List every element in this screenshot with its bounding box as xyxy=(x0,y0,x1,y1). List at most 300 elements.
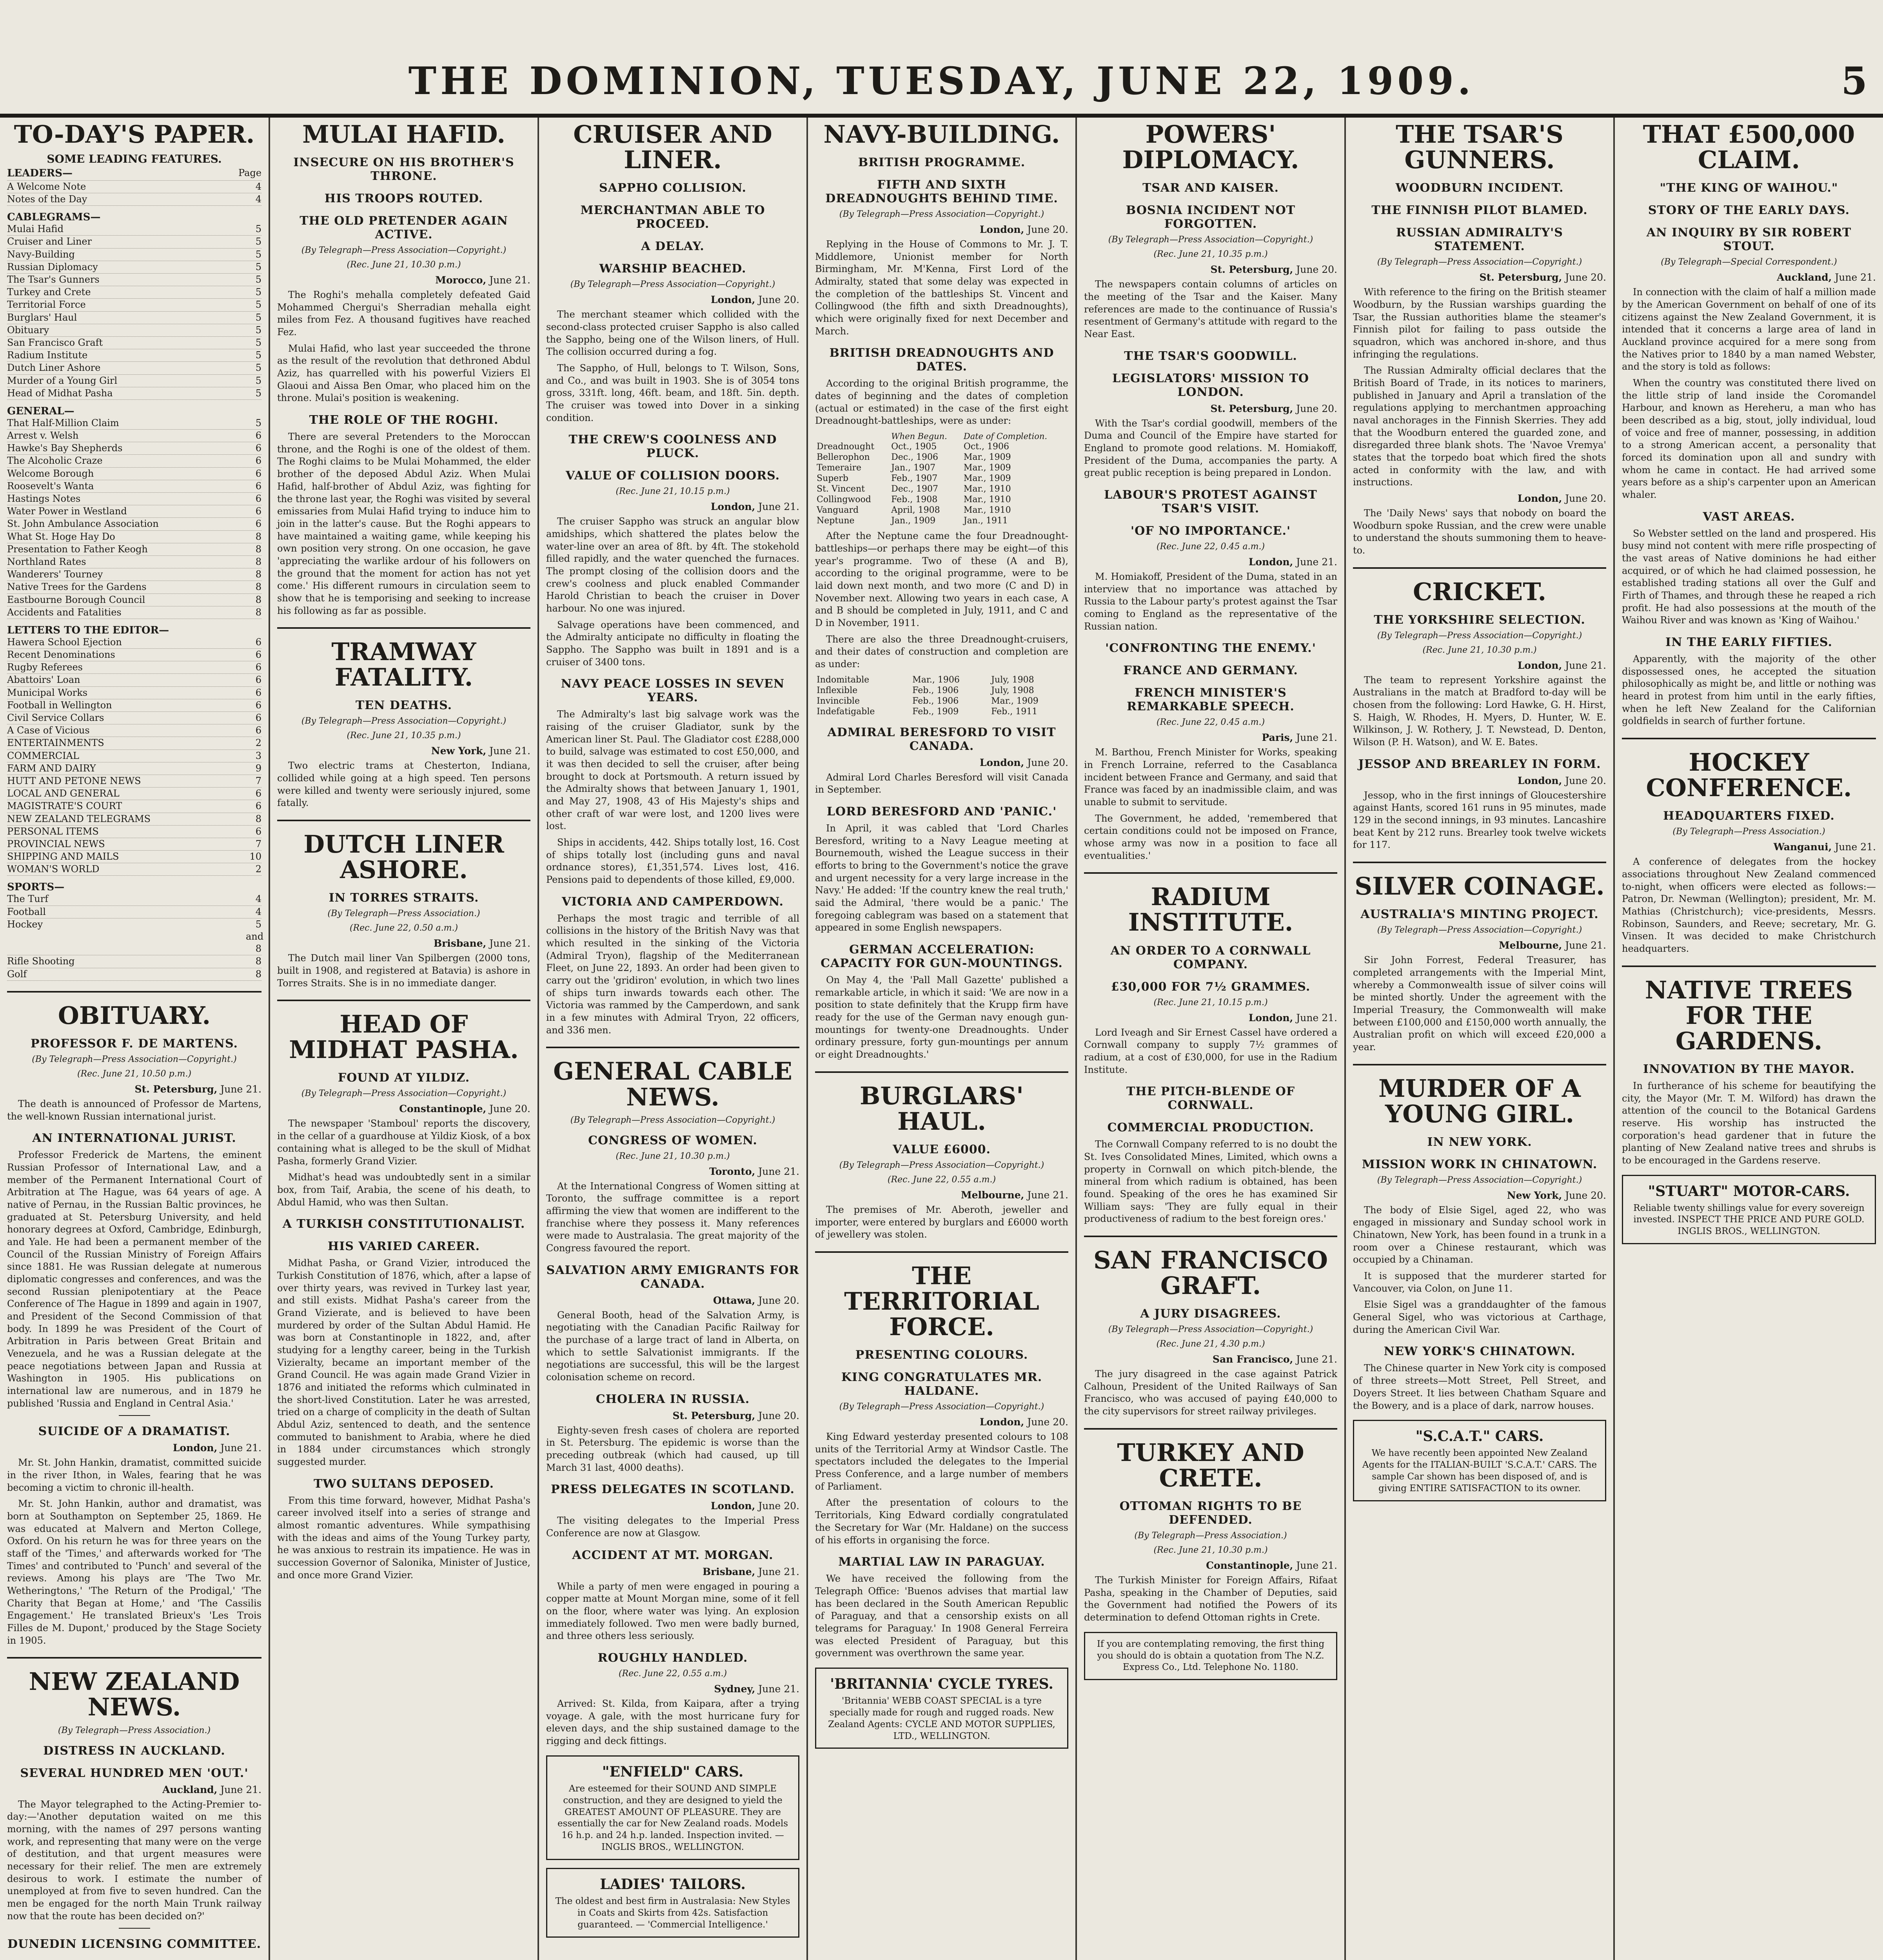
article-subheading: THE YORKSHIRE SELECTION. xyxy=(1374,613,1585,627)
article-paragraph: With the Tsar's cordial goodwill, members of the Duma and Council of the Empire have started for England to promote good relations. M. Homiakoff, President of the Duma, accompanies the party. A great public reception is being prepared in London. xyxy=(1084,417,1337,479)
toc-item xyxy=(7,261,261,274)
dateline-city: Morocco, xyxy=(435,274,487,286)
article-credit: (By Telegraph—Press Association—Copyright.) xyxy=(301,716,507,726)
ad-text: If you are contemplating removing, the first thing you should do is obtain a quotation from The N.Z. Express Co., Ltd. Telephone No. 1180. xyxy=(1097,1639,1325,1673)
table-cell: Mar., 1910 xyxy=(963,495,1011,505)
article-paragraph: At the International Congress of Women sitting at Toronto, the suffrage committee is a report affirming the view that women are indifferent to the franchise where they possess it. Many references were made to Australasia. The great majority of the Congress favoured the report. xyxy=(546,1180,799,1254)
article-subheading: A TURKISH CONSTITUTIONALIST. xyxy=(282,1217,525,1231)
dreadnought-table-body xyxy=(815,441,1068,526)
toc-item-page: 6 xyxy=(255,662,261,673)
ad-text: We have recently been appointed New Zealand Agents for the ITALIAN-BUILT 'S.C.A.T.' CARS. The sample Car shown has been disposed of, and is giving ENTIRE SATISFACTION to its owner. xyxy=(1362,1448,1597,1494)
article-headline: BURGLARS' HAUL. xyxy=(860,1081,1024,1136)
article-subheading: COMMERCIAL PRODUCTION. xyxy=(1107,1121,1314,1135)
article-subheading: PROFESSOR F. DE MARTENS. xyxy=(30,1036,238,1051)
dateline-city: London, xyxy=(979,224,1024,236)
toc-item-page: 8 xyxy=(255,581,261,593)
toc-item xyxy=(7,955,261,968)
article-paragraph: Midhat's head was undoubtedly sent in a similar box, from Taif, Arabia, the scene of his death, to Abdul Hamid, who was then Sultan. xyxy=(277,1172,530,1208)
article-paragraph: In connection with the claim of half a million made by the American Government on behalf of one of its citizens against the New Zealand Government, it is intended that it concerns a large area of land in Auckland province acquired for a mere song from the Natives prior to 1840 by a man named Webster, and the story is told as follows: xyxy=(1622,287,1876,372)
toc-item-page: 4 xyxy=(255,906,261,917)
article-headline: CRICKET. xyxy=(1413,577,1547,606)
article-credit: (By Telegraph—Press Association—Copyright.) xyxy=(301,1089,507,1099)
article-headline: HEAD OF MIDHAT PASHA. xyxy=(289,1010,519,1064)
toc-item-title: San Francisco Graft xyxy=(7,337,103,348)
article-subheading: LABOUR'S PROTEST AGAINST TSAR'S VISIT. xyxy=(1104,488,1317,515)
article-paragraph: M. Homiakoff, President of the Duma, stated in an interview that no importance was attached by Russia to the Labour party's protest against the Tsar coming to England as the representative of the Russian nation. xyxy=(1084,571,1337,632)
dateline-city: St. Petersburg, xyxy=(672,1410,755,1421)
article-credit: (By Telegraph—Press Association—Copyright.) xyxy=(301,245,507,256)
column-1 xyxy=(0,118,269,1960)
article-paragraph: After the Neptune came the four Dreadnought-battleships—or perhaps there may be eight—of this year's programme. Two of these (A and B), according to the original programme, were to be laid down next month, and two more (C and D) in November next. Allowing two years in each case, A and B should be completed in July, 1911, and C and D in November, 1911. xyxy=(815,530,1068,628)
toc-item-page: 9 xyxy=(255,762,261,774)
table-header-cell xyxy=(815,431,890,441)
article-subheading: WOODBURN INCIDENT. xyxy=(1395,181,1564,195)
dateline-day: June 20. xyxy=(758,1410,799,1421)
article-subheading: BOSNIA INCIDENT NOT FORGOTTEN. xyxy=(1126,203,1296,231)
toc-item-title: LOCAL AND GENERAL xyxy=(7,788,120,799)
article-paragraph: The Roghi's mehalla completely defeated Gaid Mohammed Chergui's Sherradian mehalla eight miles from Fez. A thousand fugitives have reached Fez. xyxy=(277,289,530,338)
dateline xyxy=(277,938,530,949)
dateline xyxy=(1084,403,1337,414)
table-cell: Mar., 1909 xyxy=(963,452,1011,463)
toc-item-title: Football xyxy=(7,906,46,917)
article-headline: THE TSAR'S GUNNERS. xyxy=(1396,120,1563,174)
table-cell: Oct., 1906 xyxy=(963,442,1010,452)
section-divider xyxy=(7,1657,261,1659)
table-cell: Inflexible xyxy=(817,685,858,695)
dateline-city: Melbourne, xyxy=(961,1189,1024,1201)
article-received: (Rec. June 21, 4.30 p.m.) xyxy=(1156,1339,1265,1349)
article-paragraph: Midhat Pasha, or Grand Vizier, introduced the Turkish Constitution of 1876, which, after a lapse of over thirty years, was revived in Turkey last year, and still exists. Midhat Pasha's career from the Grand Vizierate, and is believed to have been murdered by order of the Sultan Abdul Hamid. He was born at Constantinople in 1822, and, after studying for a lengthy career, being in the Turkish Vizieralty, became an important member of the Grand Council. He was again made Grand Vizier in 1876 and initiated the reforms which culminated in the short-lived Constitution. Later he was arrested, tried on a charge of complicity in the death of Sultan Abdul Aziz, sentenced to death, and the sentence commuted to banishment to Arabia, where he died in 1884 under circumstances which strongly suggested murder. xyxy=(277,1258,530,1467)
article-subheading: AN INTERNATIONAL JURIST. xyxy=(32,1131,236,1145)
table-cell: Mar., 1910 xyxy=(963,484,1011,494)
section-divider xyxy=(815,1251,1068,1253)
dateline-day: June 21. xyxy=(758,1165,799,1177)
toc-item-page: 8 xyxy=(255,606,261,618)
article-paragraph: Eighty-seven fresh cases of cholera are reported in St. Petersburg. The epidemic is worse than the preceding outbreak (which had caused, up till March 31 last, 4000 deaths). xyxy=(546,1425,799,1473)
dateline-city: St. Petersburg, xyxy=(1210,403,1293,414)
article-subheading: ADMIRAL BERESFORD TO VISIT CANADA. xyxy=(827,725,1056,753)
dateline xyxy=(546,1295,799,1306)
toc-item-title: Northland Rates xyxy=(7,556,86,567)
article-subheading: INSECURE ON HIS BROTHER'S THRONE. xyxy=(293,156,514,183)
toc-item xyxy=(7,750,261,762)
dateline-day: June 21. xyxy=(220,1784,261,1795)
toc-item-page: 5 xyxy=(255,387,261,399)
table-cell: Feb., 1909 xyxy=(912,706,959,717)
article-subheading: SEVERAL HUNDRED MEN 'OUT.' xyxy=(20,1766,249,1780)
dateline-day: June 20. xyxy=(1296,264,1337,276)
table-row xyxy=(815,463,1068,473)
toc-item-page: 4 xyxy=(255,181,261,192)
article-credit: (By Telegraph—Press Association—Copyright.) xyxy=(1377,257,1582,267)
dateline xyxy=(1084,1560,1337,1571)
table-cell: Oct., 1905 xyxy=(891,442,937,452)
toc-item-page: 5 xyxy=(255,223,261,235)
table-cell: Superb xyxy=(817,474,848,484)
article-headline: SILVER COINAGE. xyxy=(1355,872,1605,901)
toc-cablegrams-label: CABLEGRAMS— xyxy=(7,211,101,223)
section-divider xyxy=(1353,862,1606,863)
article-subheading: OTTOMAN RIGHTS TO BE DEFENDED. xyxy=(1119,1499,1302,1527)
article-credit: (By Telegraph—Press Association—Copyright.) xyxy=(570,279,775,290)
toc-item-page: 5 xyxy=(255,287,261,298)
dateline xyxy=(7,1442,261,1454)
article-subheading: ACCIDENT AT MT. MORGAN. xyxy=(572,1548,774,1562)
article-headline: MURDER OF A YOUNG GIRL. xyxy=(1378,1074,1581,1128)
article-paragraph: A conference of delegates from the hockey associations throughout New Zealand commenced to-night, when officers were elected as follows:—Patron, Dr. Newman (Wellington); president, Mr. M. Mathias (Christchurch); vice-presidents, Messrs. Robinson, Saunders, and Reeve; secretary, Mr. G. Vinsen. It was decided to make Christchurch headquarters. xyxy=(1622,856,1876,954)
toc-item-title: Accidents and Fatalities xyxy=(7,606,122,618)
article-paragraph: Arrived: St. Kilda, from Kaipara, after a trying voyage. A gale, with the most hurricane fury for eleven days, and the ship sustained damage to the rigging and deck fittings. xyxy=(546,1698,799,1747)
column-4 xyxy=(808,118,1075,1960)
dateline-city: London, xyxy=(1517,775,1562,786)
toc-item xyxy=(7,661,261,674)
dateline xyxy=(277,1103,530,1114)
table-row xyxy=(815,675,1068,685)
dateline-day: June 21. xyxy=(220,1083,261,1095)
article-paragraph: The Government, he added, 'remembered that certain conditions could not be imposed on France, whose army was now in a position to face all eventualities.' xyxy=(1084,813,1337,861)
table-row xyxy=(815,706,1068,717)
toc-item xyxy=(7,712,261,724)
dateline-day: June 20. xyxy=(489,1103,530,1115)
toc-item-page: 7 xyxy=(255,775,261,786)
article-received: (Rec. June 22, 0.55 a.m.) xyxy=(618,1669,727,1679)
dateline-day: June 21. xyxy=(1835,272,1876,283)
article-subheading: HIS TROOPS ROUTED. xyxy=(324,192,483,206)
dateline xyxy=(7,1784,261,1795)
dateline-day: June 21. xyxy=(1565,940,1606,951)
toc-sports-list xyxy=(7,893,264,980)
table-cell: Temeraire xyxy=(817,463,862,473)
dateline-day: June 21. xyxy=(1296,1354,1337,1365)
toc-item-page: 6 xyxy=(255,826,261,837)
article-subheading: VICTORIA AND CAMPERDOWN. xyxy=(562,895,784,909)
toc-item-page: 6 xyxy=(255,430,261,441)
article-paragraph: Salvage operations have been commenced, and the Admiralty anticipate no difficulty in floating the Sappho. The Sappho was built in 1891 and is a cruiser of 3400 tons. xyxy=(546,619,799,668)
article-headline: MULAI HAFID. xyxy=(302,120,505,149)
article-subheading: AN ORDER TO A CORNWALL COMPANY. xyxy=(1110,944,1311,971)
dateline xyxy=(815,1416,1068,1428)
table-row xyxy=(815,441,1068,452)
article-subheading: THE TSAR'S GOODWILL. xyxy=(1124,349,1297,363)
article-paragraph: The premises of Mr. Aberoth, jeweller and importer, were entered by burglars and £6000 worth of jewellery was stolen. xyxy=(815,1204,1068,1240)
table-cell: July, 1908 xyxy=(991,675,1034,685)
section-divider xyxy=(277,1000,530,1001)
dateline-day: June 20. xyxy=(1027,224,1068,236)
article-received: (Rec. June 21, 10.30 p.m.) xyxy=(616,1151,730,1161)
article-subheading: DUNEDIN LICENSING COMMITTEE. xyxy=(7,1937,261,1951)
article-paragraph: Sir John Forrest, Federal Treasurer, has completed arrangements with the Imperial Mint, whereby a Commonwealth issue of silver coins will be minted shortly. Under the agreement with the Imperial Treasury, the Commonwealth will make between £100,000 and £150,000 worth annually, the Australian profit on which will exceed £20,000 a year. xyxy=(1353,955,1606,1053)
article-credit: (By Telegraph—Press Association—Copyright.) xyxy=(839,1160,1044,1170)
column-3 xyxy=(539,118,806,1960)
dateline-city: London, xyxy=(710,294,755,306)
dateline-city: Brisbane, xyxy=(433,938,487,949)
toc-item xyxy=(7,893,261,906)
article-headline: NAVY-BUILDING. xyxy=(823,120,1060,149)
dateline xyxy=(1084,1012,1337,1024)
dateline-city: London, xyxy=(1248,556,1293,568)
toc-item xyxy=(7,543,261,556)
table-cell: Indomitable xyxy=(817,675,870,685)
article-paragraph: When the country was constituted there lived on the little strip of land inside the Coromandel Harbour, and known as Hereheru, a man who has been described as a big, stout, jolly individual, loud of voice and free of manner, possessing, in addition to a strong American accent, a personality that forced its domination upon all and sundry with whom he came in contact. He had arrived some years before as a ship's carpenter upon an American whaler. xyxy=(1622,377,1876,500)
table-row xyxy=(815,494,1068,505)
article-paragraph: So Webster settled on the land and prospered. His busy mind not content with mere rifle prospecting of the vast areas of Native dominions he had either acquired, or of which he had claimed possession, he established trading stations all over the Gulf and Firth of Thames, and through these he reaped a rich profit. He had also possessions at the mouth of the Waihou River and was known as 'King of Waihou.' xyxy=(1622,528,1876,626)
section-divider xyxy=(815,1071,1068,1073)
toc-item-title: Notes of the Day xyxy=(7,194,87,205)
toc-item-page: 5 xyxy=(255,299,261,310)
toc-item xyxy=(7,349,261,362)
dateline-day: June 20. xyxy=(758,294,799,306)
article-subheading: FRANCE AND GERMANY. xyxy=(1123,664,1298,678)
article-paragraph: Lord Iveagh and Sir Ernest Cassel have ordered a Cornwall company to supply 7½ grammes of radium, at a cost of £30,000, for use in the Radium Institute. xyxy=(1084,1027,1337,1075)
toc-item-title: NEW ZEALAND TELEGRAMS xyxy=(7,813,151,824)
toc-item xyxy=(7,918,264,956)
article-subheading: KING CONGRATULATES MR. HALDANE. xyxy=(841,1370,1042,1398)
dateline xyxy=(277,274,530,286)
toc-leaders-label: LEADERS— xyxy=(7,167,73,180)
article-paragraph: While a party of men were engaged in pouring a copper matte at Mount Morgan mine, some of it fell on the floor, where water was lying. An explosion immediately followed. Two men were badly burned, and three others less seriously. xyxy=(546,1581,799,1642)
article-paragraph: In April, it was cabled that 'Lord Charles Beresford, writing to a Navy League meeting at Bournemouth, wished the League success in their efforts to bring to the Government's notice the grave and urgent necessity for a very large increase in the Navy.' He added: 'If the country knew the real truth,' said the Admiral, 'there would be a panic.' The foregoing cablegram was based on a statement that appeared in some English newspapers. xyxy=(815,822,1068,933)
obituary-heading: OBITUARY. xyxy=(58,1001,211,1030)
article-paragraph: The death is announced of Professor de Martens, the well-known Russian international jurist. xyxy=(7,1098,261,1122)
toc-item-page: 6 xyxy=(255,506,261,517)
article-credit: (By Telegraph—Press Association—Copyright.) xyxy=(32,1054,237,1064)
toc-item-title: Recent Denominations xyxy=(7,649,115,661)
toc-item-title: A Case of Vicious xyxy=(7,725,90,736)
dateline xyxy=(1622,841,1876,853)
toc-item xyxy=(7,337,261,349)
toc-item-title: Football in Wellington xyxy=(7,699,112,711)
toc-item-title: Territorial Force xyxy=(7,299,86,310)
dateline-city: London, xyxy=(979,757,1024,768)
toc-item-page: 6 xyxy=(255,800,261,812)
article-paragraph: Two electric trams at Chesterton, Indiana, collided while going at a high speed. Ten persons were killed and twenty were seriously injured, some fatally. xyxy=(277,760,530,809)
dateline-city: Melbourne, xyxy=(1498,940,1562,951)
section-divider xyxy=(7,991,261,993)
toc-general-list xyxy=(7,417,261,619)
article-subheading: MARTIAL LAW IN PARAGUAY. xyxy=(838,1555,1045,1569)
toc-item-page: 6 xyxy=(255,480,261,492)
ad-title: "S.C.A.T." CARS. xyxy=(1415,1428,1544,1445)
table-cell: Mar., 1910 xyxy=(963,505,1011,515)
toc-item xyxy=(7,362,261,374)
article-subheading: MERCHANTMAN ABLE TO PROCEED. xyxy=(580,203,765,231)
dateline xyxy=(815,757,1068,768)
divider xyxy=(119,1928,150,1929)
toc-item xyxy=(7,375,261,387)
toc-item-page: 5 xyxy=(255,350,261,361)
table-row xyxy=(815,515,1068,526)
article-credit: (By Telegraph—Press Association—Copyright.) xyxy=(1377,1175,1582,1185)
toc-item xyxy=(7,851,261,863)
article-paragraph: The 'Daily News' says that nobody on board the Woodburn spoke Russian, and the crew were unable to understand the shouts summoning them to heave-to. xyxy=(1353,507,1606,556)
toc-item-page: 8 xyxy=(255,543,261,555)
article-paragraph: The Russian Admiralty official declares that the British Board of Trade, in its notices to mariners, published in January and April a translation of the regulations applying to merchantmen approaching naval anchorages in the Finnish Skerries. They add that the Woodburn entered the guarded zone, and disregarded three blank shots. The 'Navoe Vremya' states that the torpedo boat which fired the shots acted in conformity with the law, and with instructions. xyxy=(1353,365,1606,488)
toc-item-title: What St. Hoge Hay Do xyxy=(7,531,115,542)
dateline xyxy=(277,745,530,757)
article-paragraph: The jury disagreed in the case against Patrick Calhoun, President of the United Railways of San Francisco, who was accused of paying £40,000 to the city supervisors for street railway privileges. xyxy=(1084,1368,1337,1417)
article-subheading: IN THE EARLY FIFTIES. xyxy=(1665,635,1832,649)
toc-item-page: 2 xyxy=(255,737,261,749)
article-subheading: VALUE £6000. xyxy=(893,1142,991,1156)
toc-item xyxy=(7,838,261,851)
article-subheading: TSAR AND KAISER. xyxy=(1142,181,1279,195)
toc-sections-list xyxy=(7,737,261,876)
section-divider xyxy=(277,627,530,629)
toc-item-page: 5 xyxy=(255,249,261,260)
divider xyxy=(119,1415,150,1416)
toc-item-title: Arrest v. Welsh xyxy=(7,430,79,441)
table-header-cell: When Begun. xyxy=(891,432,947,441)
dateline-day: June 20. xyxy=(1027,757,1068,768)
dateline xyxy=(1084,732,1337,743)
toc-item-page: 5 xyxy=(255,312,261,323)
dateline xyxy=(546,1166,799,1177)
article-received: (Rec. June 21, 10.30 p.m.) xyxy=(1422,645,1537,655)
advertisement-express xyxy=(1084,1632,1337,1681)
table-row xyxy=(815,685,1068,696)
toc-item xyxy=(7,442,261,455)
article-paragraph: On May 4, the 'Pall Mall Gazette' published a remarkable article, in which it said: 'We are now in a position to state definitely that the Krupp firm have ready for the use of the German navy enough gun-mountings for twenty-one Dreadnoughts. Under ordinary pressure, forty gun-mountings per annum or eight Dreadnoughts.' xyxy=(815,974,1068,1060)
dreadnought-table xyxy=(815,431,1068,526)
article-subheading: SALVATION ARMY EMIGRANTS FOR CANADA. xyxy=(546,1263,799,1291)
table-cell: Dreadnought xyxy=(817,442,875,452)
dateline xyxy=(815,1189,1068,1201)
toc-item xyxy=(7,649,261,661)
article-credit: (By Telegraph—Press Association—Copyright.) xyxy=(1108,1325,1313,1335)
dateline-day: June 21. xyxy=(1027,1189,1068,1201)
toc-item-page: 10 xyxy=(249,851,261,862)
toc-item xyxy=(7,505,261,518)
toc-item-title: PROVINCIAL NEWS xyxy=(7,838,105,849)
toc-item xyxy=(7,286,261,299)
article-paragraph: Replying in the House of Commons to Mr. J. T. Middlemore, Unionist member for North Birmingham, Mr. M'Kenna, First Lord of the Admiralty, stated that some delay was expected in the completion of the battleships St. Vincent and Collingwood (the fifth and sixth Dreadnoughts), which were originally fixed for next December and March. xyxy=(815,239,1068,337)
toc-item xyxy=(7,826,261,838)
dateline-day: June 20. xyxy=(1296,403,1337,414)
article-credit: (By Telegraph—Special Correspondent.) xyxy=(1661,257,1837,267)
toc-item-title: The Tsar's Gunners xyxy=(7,274,100,285)
toc-item-page: 6 xyxy=(255,443,261,454)
dateline-city: London, xyxy=(1517,659,1562,671)
toc-item xyxy=(7,299,261,311)
toc-item-page: 5 xyxy=(255,375,261,386)
toc-item xyxy=(7,581,261,593)
article-paragraph: It is supposed that the murderer started for Vancouver, via Colon, on June 11. xyxy=(1353,1270,1606,1294)
toc-item-title: SHIPPING AND MAILS xyxy=(7,851,119,862)
toc-item-page: 8 xyxy=(255,813,261,824)
toc-item-page: 6 xyxy=(255,712,261,724)
article-credit: (By Telegraph—Press Association.) xyxy=(327,909,480,919)
article-credit: (By Telegraph—Press Association—Copyright.) xyxy=(570,1115,775,1125)
toc-item-title: Murder of a Young Girl xyxy=(7,375,118,386)
article-headline: SAN FRANCISCO GRAFT. xyxy=(1093,1245,1328,1300)
article-received: (Rec. June 22, 0.55 a.m.) xyxy=(887,1174,996,1185)
toc-item-page: 6 xyxy=(255,649,261,661)
article-subheading: 'CONFRONTING THE ENEMY.' xyxy=(1105,641,1316,655)
article-subheading: TEN DEATHS. xyxy=(355,699,452,713)
ad-text: The oldest and best firm in Australasia: New Styles in Coats and Skirts from 42s. Satisfaction guaranteed. — 'Commercial Intelligence.' xyxy=(555,1896,790,1930)
ad-title: LADIES' TAILORS. xyxy=(600,1876,746,1893)
dateline xyxy=(1084,556,1337,568)
toc-item xyxy=(7,813,261,826)
toc-item-page: 6 xyxy=(255,468,261,479)
dateline-day: June 21. xyxy=(758,1683,799,1695)
toc-item xyxy=(7,223,261,236)
article-paragraph: From this time forward, however, Midhat Pasha's career involved itself into a series of strange and almost romantic adventures. While sympathising with the ideas and aims of the Young Turkey party, he was anxious to restrain its impatience. He was in succession Governor of Salonika, Minister of Justice, and once more Grand Vizier. xyxy=(277,1495,530,1581)
dateline-city: Paris, xyxy=(1262,732,1293,744)
table-header-cell: Date of Completion. xyxy=(963,432,1048,441)
article-headline: GENERAL CABLE NEWS. xyxy=(553,1057,792,1111)
article-headline: TURKEY AND CRETE. xyxy=(1117,1438,1304,1492)
toc-item-page: 6 xyxy=(255,674,261,686)
article-credit: (By Telegraph—Press Association—Copyright.) xyxy=(1377,925,1582,935)
toc-item-title: Hawke's Bay Shepherds xyxy=(7,443,123,454)
toc-item xyxy=(7,274,261,286)
toc-item xyxy=(7,724,261,737)
article-paragraph: After the presentation of colours to the Territorials, King Edward cordially congratulated the Secretary for War (Mr. Haldane) on the success of his efforts in organising the force. xyxy=(815,1497,1068,1546)
table-row xyxy=(815,473,1068,484)
toc-item xyxy=(7,181,261,193)
page-number: 5 xyxy=(1841,59,1867,103)
table-cell: Neptune xyxy=(817,516,855,526)
dateline-day: June 21. xyxy=(220,1442,261,1454)
table-cell: Dec., 1907 xyxy=(891,484,939,494)
toc-item xyxy=(7,775,261,788)
dateline-city: London, xyxy=(1517,492,1562,504)
article-subheading: LEGISLATORS' MISSION TO LONDON. xyxy=(1112,371,1309,399)
dateline-city: St. Petersburg, xyxy=(1479,272,1562,283)
article-received: (Rec. June 22, 0.50 a.m.) xyxy=(349,923,458,933)
dateline-day: June 21. xyxy=(1565,659,1606,671)
article-subheading: CONGRESS OF WOMEN. xyxy=(588,1133,757,1147)
toc-item-title: HUTT AND PETONE NEWS xyxy=(7,775,141,786)
toc-item-title: MAGISTRATE'S COURT xyxy=(7,800,122,812)
article-subheading: FIFTH AND SIXTH DREADNOUGHTS BEHIND TIME. xyxy=(825,178,1058,206)
article-subheading: NAVY PEACE LOSSES IN SEVEN YEARS. xyxy=(561,677,785,705)
toc-item-title: The Turf xyxy=(7,893,49,905)
article-headline: CRUISER AND LINER. xyxy=(573,120,772,174)
dateline-day: June 21. xyxy=(758,1566,799,1577)
toc-item-page: 8 xyxy=(255,956,261,967)
article-paragraph: The Admiralty's last big salvage work was the raising of the cruiser Gladiator, sunk by the American liner St. Paul. The Gladiator cost £288,000 to build, salvage was estimated to cost £50,000, and it was then decided to sell the cruiser, after being brought to dock at Portsmouth. A return issued by the Admiralty shows that between January 1, 1901, and May 27, 1908, 43 of His Majesty's ships and other craft of war were lost, and 1200 lives were lost. xyxy=(546,709,799,832)
article-subheading: THE CREW'S COOLNESS AND PLUCK. xyxy=(568,433,777,461)
article-paragraph: According to the original British programme, the dates of beginning and the dates of completion (actual or estimated) in the case of the first eight Dreadnought-battleships, were as under: xyxy=(815,378,1068,426)
dateline xyxy=(1353,660,1606,671)
toc-item-title: ENTERTAINMENTS xyxy=(7,737,104,749)
column-7 xyxy=(1615,118,1883,1960)
toc-item-page: 8 xyxy=(255,594,261,605)
toc-item-title: COMMERCIAL xyxy=(7,750,79,761)
article-paragraph: The merchant steamer which collided with the second-class protected cruiser Sappho is also called the Sappho, being one of the Wilson liners, of Hull. The collision occurred during a fog. xyxy=(546,309,799,358)
dateline-day: June 21. xyxy=(489,745,530,757)
toc-item-title: Rifle Shooting xyxy=(7,956,75,967)
toc-sports-label: SPORTS— xyxy=(7,881,65,893)
article-received: (Rec. June 22, 0.45 a.m.) xyxy=(1156,717,1265,728)
article-headline: HOCKEY CONFERENCE. xyxy=(1646,748,1852,802)
table-header-row xyxy=(815,431,1068,441)
toc-item xyxy=(7,468,261,480)
table-cell: St. Vincent xyxy=(817,484,865,494)
toc-letters-list xyxy=(7,636,261,737)
table-cell: Mar., 1909 xyxy=(963,474,1011,484)
article-received: (Rec. June 21, 10.50 p.m.) xyxy=(77,1069,192,1079)
article-subheading: PRESENTING COLOURS. xyxy=(855,1348,1028,1362)
toc-item-page: 6 xyxy=(255,725,261,736)
dateline-city: London, xyxy=(710,1500,755,1512)
section-divider xyxy=(1084,872,1337,874)
article-paragraph: The cruiser Sappho was struck an angular blow amidships, which shattered the plates below the water-line over an area of 8ft. by 4ft. The stokehold filled rapidly, and the water quenched the furnaces. The prompt closing of the collision doors and the crew's coolness and pluck enabled Commander Harold Christian to beach the cruiser in Dover harbour. No one was injured. xyxy=(546,516,799,614)
dateline-city: Sydney, xyxy=(714,1683,755,1695)
